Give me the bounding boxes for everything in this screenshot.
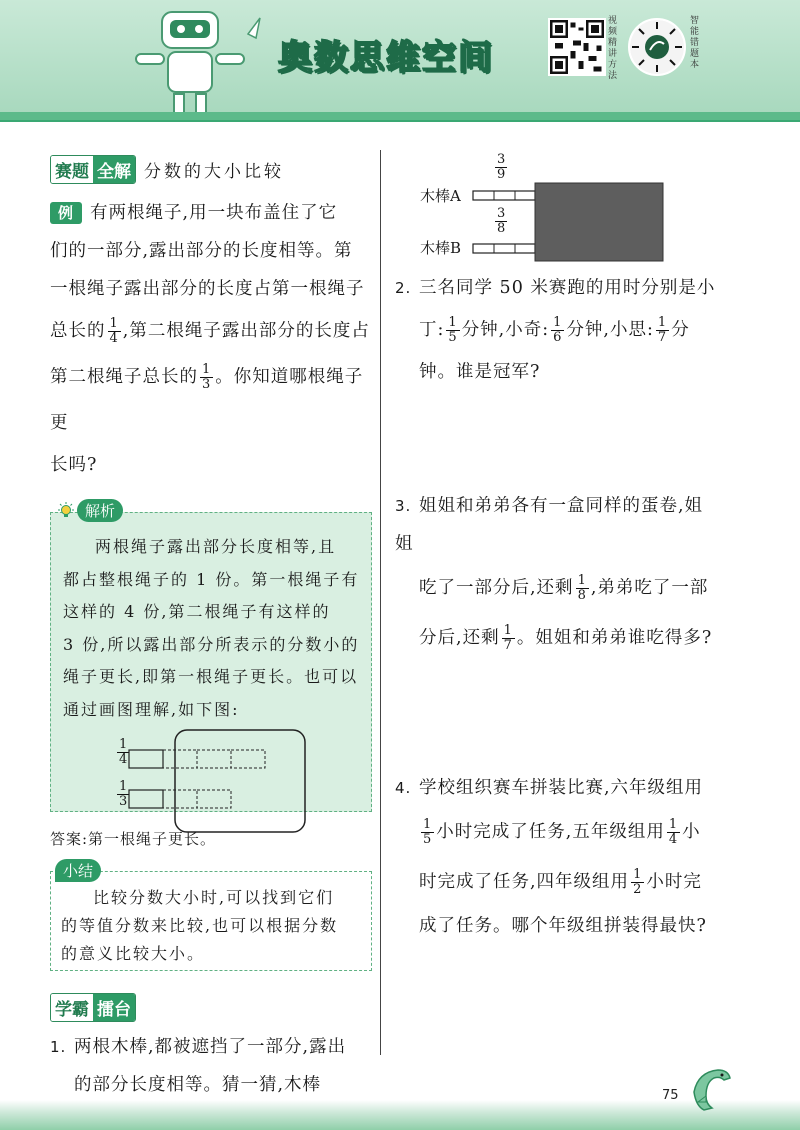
summary-text: 的等值分数来比较,也可以根据分数 — [61, 916, 339, 935]
qr-code-icon[interactable] — [548, 18, 606, 76]
section-tag — [50, 155, 136, 184]
summary-box — [50, 862, 372, 971]
fraction: $\frac{1}{2}$ — [633, 867, 643, 897]
question-text: 分钟,小奇: — [461, 320, 550, 340]
diagram-fraction-b: $\frac{1}{3}$ — [119, 779, 128, 809]
example-badge: 例 — [50, 202, 82, 224]
example-text: 们的一部分,露出部分的长度相等。第 — [50, 241, 353, 261]
analysis-text: 通过画图理解,如下图: — [63, 699, 240, 719]
header-stripe — [0, 112, 800, 120]
fraction: $\frac{1}{4}$ — [668, 817, 679, 847]
lightbulb-icon — [57, 502, 75, 520]
question-text: 学校组织赛车拼装比赛,六年级组用 — [419, 778, 704, 798]
example-text: 长吗? — [50, 455, 98, 475]
stick-a-fraction: $\frac{3}{9}$ — [497, 152, 506, 182]
section-heading-challenge — [50, 993, 372, 1022]
stick-b-label: 木棒B — [420, 239, 462, 257]
fraction: $\frac{1}{4}$ — [109, 316, 119, 346]
example-text: 。你知道哪根绳子更 — [50, 367, 364, 433]
question-text: 吃了一部分后,还剩 — [419, 578, 574, 598]
section-tag-b: 全解 — [93, 156, 135, 183]
footer-band — [0, 1100, 800, 1130]
question-text: 分钟,小思: — [566, 320, 654, 340]
analysis-text: 这样的 4 份,第二根绳子有这样的 — [63, 602, 331, 621]
section-tag-a: 赛题 — [51, 156, 93, 183]
question-text: 的部分长度相等。猜一猜,木棒 — [74, 1075, 322, 1095]
analysis-box — [50, 502, 372, 812]
question-text: 时完成了任务,四年级组用 — [419, 872, 630, 892]
fraction: $\frac{1}{8}$ — [577, 573, 587, 603]
fraction: $\frac{1}{5}$ — [448, 315, 458, 345]
question-text: ,弟弟吃了一部 — [590, 578, 709, 598]
example-text: ,第二根绳子露出部分的长度占 — [122, 321, 370, 341]
diagram-fraction-a: $\frac{1}{4}$ — [119, 737, 128, 767]
mini-program-code-icon[interactable] — [628, 18, 686, 76]
question-number: 3. — [395, 497, 412, 515]
summary-text: 比较分数大小时,可以找到它们 — [93, 888, 335, 907]
question-text: 成了任务。哪个年级组拼装得最快? — [419, 916, 707, 936]
question-4 — [395, 769, 720, 945]
question-text: 分后,还剩 — [419, 628, 500, 648]
question-number: 4. — [395, 779, 412, 797]
fraction: $\frac{1}{5}$ — [423, 817, 433, 847]
question-text: 。姐姐和弟弟谁吃得多? — [516, 628, 713, 648]
rope-diagram — [63, 728, 361, 838]
page-number: 75 — [662, 1088, 679, 1103]
section-title: 分数的大小比较 — [144, 162, 284, 182]
analysis-text: 两根绳子露出部分长度相等,且 — [95, 537, 337, 556]
question-text: 小时完成了任务,五年级组用 — [436, 822, 665, 842]
fraction: $\frac{1}{6}$ — [553, 315, 563, 345]
stick-a-label: 木棒A — [420, 187, 461, 205]
rope-diagram-svg — [127, 728, 307, 838]
example-text: 总长的 — [50, 321, 106, 341]
example-text: 有两根绳子,用一块布盖住了它 — [90, 203, 338, 223]
qr2-caption: 智能错题本 — [690, 16, 700, 70]
fraction: $\frac{1}{7}$ — [657, 315, 668, 345]
section-heading-contest — [50, 155, 372, 184]
section-tag-b: 擂台 — [93, 994, 135, 1021]
fraction: $\frac{1}{3}$ — [202, 362, 212, 392]
fraction: $\frac{1}{7}$ — [503, 623, 513, 653]
page-header — [0, 0, 800, 122]
robot-illustration-icon — [110, 4, 270, 116]
analysis-pill: 解析 — [77, 499, 123, 522]
stick-b-fraction: $\frac{3}{8}$ — [497, 206, 506, 236]
question-text: 分 — [671, 320, 690, 340]
example-problem — [50, 194, 372, 484]
question-text: 两根木棒,都被遮挡了一部分,露出 — [74, 1037, 347, 1057]
example-text: 第二根绳子总长的 — [50, 367, 198, 387]
summary-label: 小结 — [55, 859, 101, 882]
qr1-caption: 视频精讲方法 — [608, 16, 618, 81]
section-tag-a: 学霸 — [51, 994, 93, 1021]
question-text: 姐姐和弟弟各有一盒同样的蛋卷,姐姐 — [395, 496, 704, 554]
analysis-text: 3 份,所以露出部分所表示的分数小的 — [63, 634, 360, 654]
example-text: 一根绳子露出部分的长度占第一根绳子 — [50, 279, 365, 299]
stick-figure — [395, 145, 720, 263]
column-divider — [380, 150, 381, 1055]
answer-text: 答案:第一根绳子更长。 — [50, 830, 217, 848]
dolphin-icon — [684, 1062, 736, 1114]
question-2 — [395, 269, 720, 391]
right-column — [395, 145, 720, 945]
question-text: 丁: — [419, 320, 445, 340]
question-text: 钟。谁是冠军? — [419, 362, 541, 382]
question-number: 2. — [395, 279, 412, 297]
left-column — [50, 155, 372, 1130]
analysis-text: 绳子更长,即第一根绳子更长。也可以 — [63, 667, 359, 686]
analysis-label — [57, 499, 123, 522]
question-text: 小 — [682, 822, 701, 842]
question-text: 三名同学 50 米赛跑的用时分别是小 — [419, 278, 716, 298]
page-title: 奥数思维空间 — [278, 38, 494, 78]
question-text: 小时完 — [646, 872, 702, 892]
question-3 — [395, 487, 720, 663]
analysis-text: 都占整根绳子的 1 份。第一根绳子有 — [63, 569, 360, 589]
question-number: 1. — [50, 1038, 67, 1056]
section-tag — [50, 993, 136, 1022]
stick-diagram-svg — [465, 145, 665, 263]
summary-text: 的意义比较大小。 — [61, 944, 206, 963]
